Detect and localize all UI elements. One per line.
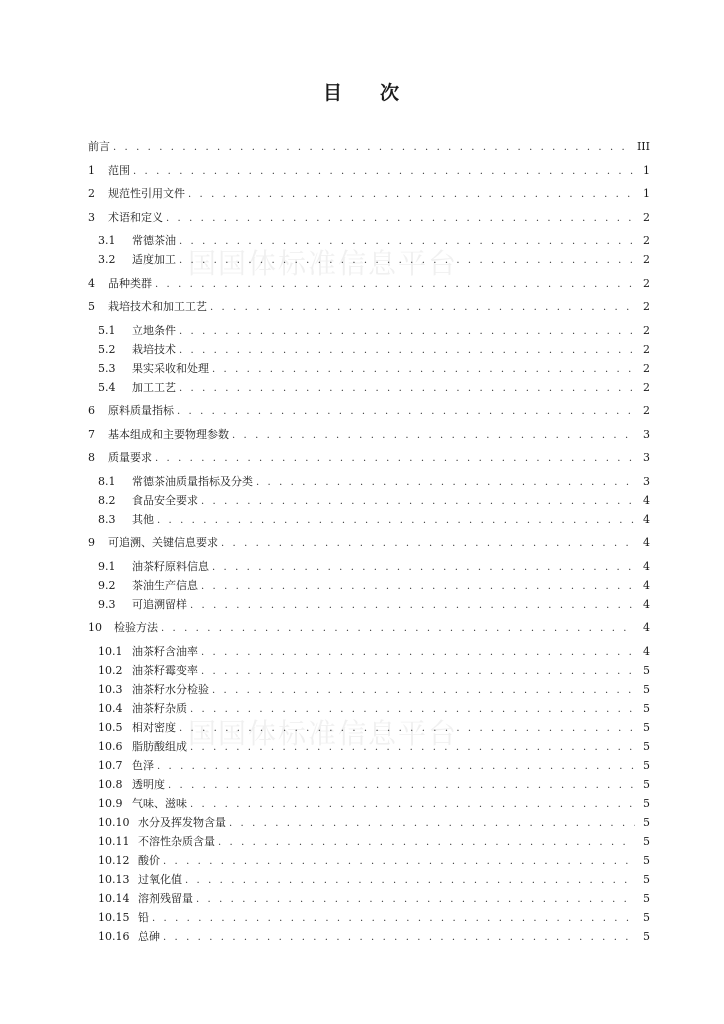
toc-subentry[interactable]: [88, 756, 650, 775]
toc-page-number: 2: [643, 342, 650, 356]
toc-leader-dots: [179, 379, 635, 397]
toc-subentry[interactable]: [88, 359, 650, 378]
toc-number: 10: [88, 621, 102, 634]
toc-number: 10.5: [98, 720, 123, 734]
toc-number: 10.16: [98, 929, 130, 943]
toc-title: 酸价: [138, 853, 160, 867]
toc-leader-dots: [113, 138, 634, 156]
toc-number: 8: [88, 451, 95, 464]
toc-subentry[interactable]: [88, 250, 650, 269]
toc-entry[interactable]: [88, 425, 650, 444]
toc-page-number: 5: [643, 910, 650, 924]
toc-number: 10.4: [98, 701, 123, 715]
page-title: [0, 78, 724, 105]
toc-number: 4: [88, 276, 95, 290]
toc-page-number: 5: [643, 739, 650, 753]
toc-page-number: 4: [643, 578, 650, 592]
toc-page-number: 5: [643, 815, 650, 829]
toc-page-number: 5: [643, 777, 650, 791]
toc-title: 栽培技术: [132, 342, 176, 356]
toc-title: 可追溯、关键信息要求: [108, 536, 218, 549]
toc-subentry[interactable]: [88, 595, 650, 614]
toc-leader-dots: [163, 852, 635, 870]
toc-leader-dots: [212, 681, 635, 699]
toc-page-number: 4: [643, 536, 650, 549]
toc-page-number: 5: [643, 796, 650, 810]
table-of-contents: [88, 137, 650, 946]
toc-title: 茶油生产信息: [132, 578, 198, 592]
toc-leader-dots: [201, 577, 635, 595]
toc-number: 9.3: [98, 597, 116, 611]
toc-title: 加工工艺: [132, 380, 176, 394]
toc-number: 10.9: [98, 796, 123, 810]
toc-number: 9: [88, 536, 95, 549]
toc-title: 果实采收和处理: [132, 361, 209, 375]
toc-subentry[interactable]: [88, 927, 650, 946]
toc-number: 5.4: [98, 380, 116, 394]
toc-title: 铅: [138, 910, 149, 924]
toc-subentry[interactable]: [88, 378, 650, 397]
toc-number: 8.1: [98, 474, 116, 488]
toc-number: 6: [88, 404, 95, 417]
toc-leader-dots: [185, 871, 635, 889]
toc-subentry[interactable]: [88, 321, 650, 340]
toc-title: 透明度: [132, 777, 165, 791]
toc-number: 10.2: [98, 663, 123, 677]
toc-subentry[interactable]: [88, 231, 650, 250]
toc-leader-dots: [196, 890, 635, 908]
toc-subentry[interactable]: [88, 680, 650, 699]
toc-subentry[interactable]: [88, 661, 650, 680]
toc-subentry[interactable]: [88, 557, 650, 576]
toc-leader-dots: [152, 909, 635, 927]
toc-page-number: 4: [643, 621, 650, 634]
toc-page-number: 5: [643, 853, 650, 867]
toc-subentry[interactable]: [88, 870, 650, 889]
toc-title: 油茶籽含油率: [132, 644, 198, 658]
toc-entry[interactable]: [88, 274, 650, 293]
toc-number: 10.7: [98, 758, 123, 772]
toc-title: 气味、滋味: [132, 796, 187, 810]
toc-number: 5.3: [98, 361, 116, 375]
toc-leader-dots: [155, 449, 635, 467]
toc-page-number: 5: [643, 891, 650, 905]
toc-leader-dots: [161, 619, 635, 637]
toc-page-number: 2: [643, 276, 650, 290]
toc-leader-dots: [210, 298, 635, 316]
toc-subentry[interactable]: [88, 510, 650, 529]
toc-number: 10.11: [98, 834, 130, 848]
toc-number: 5.1: [98, 323, 116, 337]
toc-number: 10.13: [98, 872, 130, 886]
toc-number: 8.2: [98, 493, 116, 507]
toc-entry[interactable]: [88, 137, 650, 156]
toc-leader-dots: [168, 776, 635, 794]
toc-title: 栽培技术和加工工艺: [108, 300, 207, 313]
toc-number: 10.1: [98, 644, 123, 658]
toc-title: 溶剂残留量: [138, 891, 193, 905]
toc-subentry[interactable]: [88, 813, 650, 832]
toc-page-number: 3: [643, 451, 650, 464]
toc-entry[interactable]: [88, 533, 650, 552]
toc-number: 3: [88, 210, 95, 224]
toc-page-number: 2: [643, 380, 650, 394]
toc-leader-dots: [157, 511, 635, 529]
toc-leader-dots: [232, 426, 635, 444]
toc-subentry[interactable]: [88, 889, 650, 908]
toc-subentry[interactable]: [88, 472, 650, 491]
toc-leader-dots: [212, 360, 635, 378]
toc-page-number: 2: [643, 253, 650, 266]
toc-title: 油茶籽原料信息: [132, 559, 209, 573]
toc-subentry[interactable]: [88, 576, 650, 595]
toc-number: 10.6: [98, 739, 123, 753]
toc-page-number: 5: [643, 758, 650, 772]
toc-leader-dots: [179, 251, 635, 269]
toc-subentry[interactable]: [88, 737, 650, 756]
toc-page-number: 5: [643, 720, 650, 734]
toc-title: 规范性引用文件: [108, 187, 185, 200]
toc-leader-dots: [166, 209, 635, 227]
toc-leader-dots: [229, 814, 635, 832]
toc-leader-dots: [190, 795, 635, 813]
toc-title: 立地条件: [132, 323, 176, 337]
toc-leader-dots: [163, 928, 635, 946]
toc-number: 8.3: [98, 512, 116, 526]
toc-number: 3.1: [98, 234, 116, 247]
toc-number: 10.3: [98, 682, 123, 696]
toc-title: 常德茶油质量指标及分类: [132, 474, 253, 488]
toc-title: 脂肪酸组成: [132, 739, 187, 753]
toc-number: 7: [88, 427, 95, 441]
toc-subentry[interactable]: [88, 908, 650, 927]
title-char-1: 目: [322, 82, 344, 104]
toc-number: 5: [88, 300, 95, 313]
toc-leader-dots: [179, 341, 635, 359]
toc-title: 水分及挥发物含量: [138, 815, 226, 829]
toc-leader-dots: [155, 275, 635, 293]
toc-page-number: 3: [643, 474, 650, 488]
toc-number: 9.2: [98, 578, 116, 592]
toc-title: 术语和定义: [108, 210, 163, 224]
toc-title: 基本组成和主要物理参数: [108, 427, 229, 441]
toc-title: 油茶籽霉变率: [132, 663, 198, 677]
toc-entry[interactable]: [88, 208, 650, 227]
toc-subentry[interactable]: [88, 699, 650, 718]
toc-page-number: 5: [643, 834, 650, 848]
toc-page-number: 1: [643, 163, 650, 177]
toc-title: 油茶籽杂质: [132, 701, 187, 715]
toc-title: 范围: [108, 163, 130, 177]
toc-title: 常德茶油: [132, 234, 176, 247]
toc-subentry[interactable]: [88, 642, 650, 661]
toc-leader-dots: [221, 534, 635, 552]
toc-title: 总砷: [138, 929, 160, 943]
toc-subentry[interactable]: [88, 794, 650, 813]
toc-leader-dots: [201, 492, 635, 510]
toc-leader-dots: [157, 757, 635, 775]
toc-title: 原料质量指标: [108, 404, 174, 417]
toc-title: 可追溯留样: [132, 597, 187, 611]
toc-number: 10.10: [98, 815, 130, 829]
toc-page-number: 4: [643, 559, 650, 573]
toc-number: 1: [88, 163, 95, 177]
toc-leader-dots: [177, 402, 635, 420]
toc-title: 前言: [88, 140, 110, 153]
toc-leader-dots: [218, 833, 635, 851]
toc-page-number: 2: [643, 323, 650, 337]
toc-page-number: 3: [643, 427, 650, 441]
toc-page-number: 2: [643, 300, 650, 313]
toc-entry[interactable]: [88, 618, 650, 637]
toc-leader-dots: [201, 662, 635, 680]
toc-title: 食品安全要求: [132, 493, 198, 507]
toc-page-number: 2: [643, 210, 650, 224]
toc-number: 5.2: [98, 342, 116, 356]
toc-leader-dots: [179, 322, 635, 340]
toc-leader-dots: [212, 558, 635, 576]
toc-leader-dots: [133, 162, 635, 180]
toc-page-number: 4: [643, 644, 650, 658]
toc-subentry[interactable]: [88, 718, 650, 737]
watermark: 国国体标准信息平台: [188, 247, 459, 280]
toc-leader-dots: [201, 643, 635, 661]
toc-number: 9.1: [98, 559, 116, 573]
toc-page-number: 5: [643, 663, 650, 677]
toc-page-number: 2: [643, 404, 650, 417]
toc-leader-dots: [190, 596, 635, 614]
toc-entry[interactable]: [88, 448, 650, 467]
toc-title: 过氧化值: [138, 872, 182, 886]
toc-leader-dots: [179, 232, 635, 250]
toc-page-number: III: [636, 140, 650, 153]
toc-page-number: 2: [643, 234, 650, 247]
toc-leader-dots: [179, 719, 635, 737]
toc-subentry[interactable]: [88, 340, 650, 359]
toc-subentry[interactable]: [88, 491, 650, 510]
toc-page-number: 2: [643, 361, 650, 375]
toc-title: 质量要求: [108, 451, 152, 464]
toc-page-number: 5: [643, 929, 650, 943]
toc-leader-dots: [188, 185, 635, 203]
toc-title: 不溶性杂质含量: [138, 834, 215, 848]
toc-number: 10.15: [98, 910, 130, 924]
toc-page-number: 5: [643, 872, 650, 886]
title-char-2: 次: [380, 82, 402, 104]
toc-page-number: 5: [643, 682, 650, 696]
watermark: 国国体标准信息平台: [188, 717, 459, 750]
toc-number: 10.14: [98, 891, 130, 905]
toc-number: 10.8: [98, 777, 123, 791]
toc-entry[interactable]: [88, 161, 650, 180]
toc-leader-dots: [256, 473, 635, 491]
toc-page-number: 4: [643, 597, 650, 611]
toc-number: 10.12: [98, 853, 130, 867]
toc-entry[interactable]: [88, 401, 650, 420]
toc-page-number: 5: [643, 701, 650, 715]
toc-entry[interactable]: [88, 297, 650, 316]
toc-title: 相对密度: [132, 720, 176, 734]
toc-leader-dots: [190, 738, 635, 756]
toc-title: 色泽: [132, 758, 154, 772]
toc-title: 油茶籽水分检验: [132, 682, 209, 696]
toc-number: 2: [88, 187, 95, 200]
toc-subentry[interactable]: [88, 832, 650, 851]
toc-title: 其他: [132, 512, 154, 526]
toc-entry[interactable]: [88, 184, 650, 203]
toc-number: 3.2: [98, 253, 116, 266]
toc-leader-dots: [190, 700, 635, 718]
toc-subentry[interactable]: [88, 775, 650, 794]
toc-page-number: 4: [643, 493, 650, 507]
toc-page-number: 1: [643, 187, 650, 200]
toc-title: 适度加工: [132, 253, 176, 266]
toc-title: 检验方法: [114, 621, 158, 634]
toc-page-number: 4: [643, 512, 650, 526]
toc-subentry[interactable]: [88, 851, 650, 870]
toc-title: 品种类群: [108, 276, 152, 290]
